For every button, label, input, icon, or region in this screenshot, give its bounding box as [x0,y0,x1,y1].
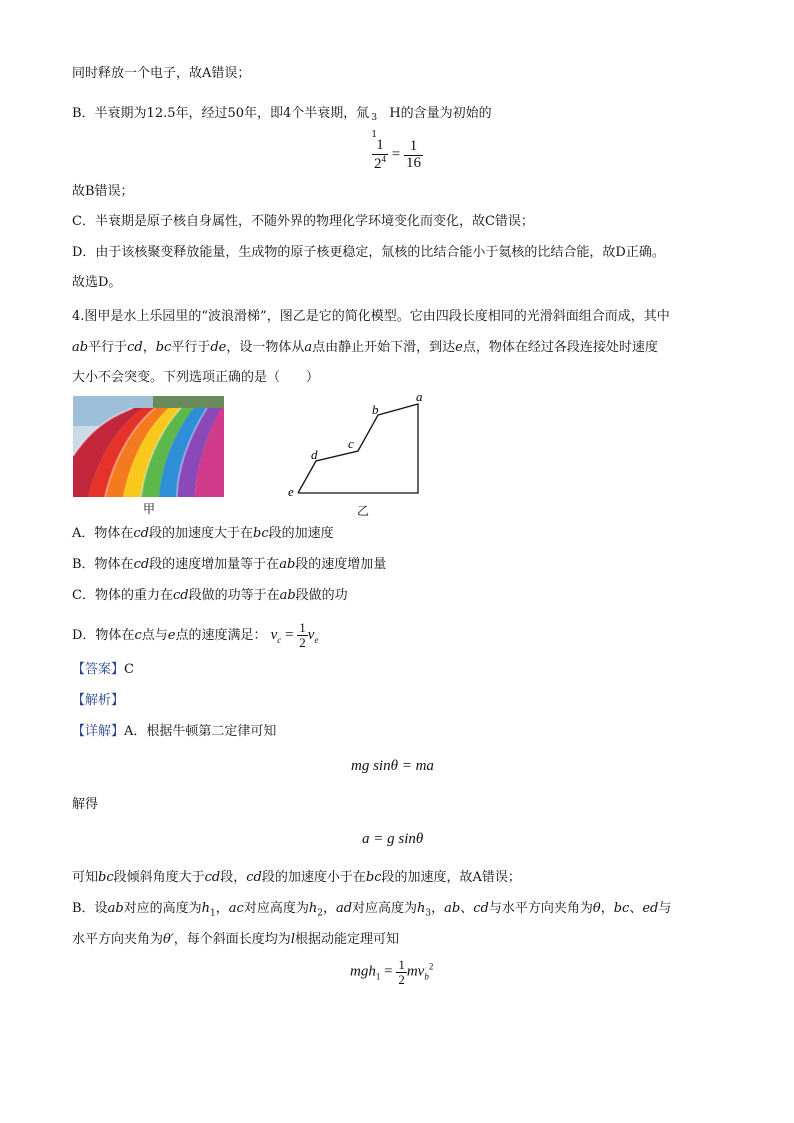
text-line-3: 故B错误； [72,184,134,199]
text-line-1: 同时释放一个电子，故A错误； [72,66,251,81]
equation-decay-fraction: $\frac{1}{2^4}$ = $\frac{1}{16}$ [374,137,421,172]
equation-acceleration: a = g sinθ [362,831,424,847]
detail-line: 【详解】A．根据牛顿第二定律可知 [72,724,277,739]
water-slide-photo [73,396,224,497]
equation-kinetic-energy: mgh$_1$ = $\frac{1}{2}$ $mv_b^2$ [350,957,434,987]
option-d: D．物体在c点与e点的速度满足： $v_c$ = $\frac{1}{2}$ $v_e$ [72,620,319,651]
caption-jia: 甲 [143,502,156,516]
text-jiede: 解得 [72,797,99,812]
question-4-line-3: 大小不会突变。下列选项正确的是（ ） [72,370,320,385]
text-line-5: D．由于该核聚变释放能量，生成物的原子核更稳定，氚核的比结合能小于氦核的比结合能，故D正确。 [72,245,665,260]
point-label-c: c [348,436,354,451]
analysis-label: 【解析】 [72,693,125,708]
slide-model-diagram [280,386,440,501]
answer-line: 【答案】C [72,662,134,677]
caption-yi: 乙 [357,504,370,518]
option-c: C．物体的重力在cd段做的功等于在ab段做的功 [72,588,348,603]
option-a: A．物体在cd段的加速度大于在bc段的加速度 [72,526,334,541]
point-label-a: a [416,389,423,404]
point-label-b: b [372,402,379,417]
text-line-2: B．半衰期为12.5年，经过50年，即4个半衰期，氚 3 1 H的含量为初始的 [72,106,492,140]
text-part-b-line-1: B．设ab对应的高度为$h_1$，ac对应高度为$h_2$，ad对应高度为$h_3$，ab、cd与水平方向夹角为θ，bc、ed与 [72,901,672,919]
question-4-line-1: 4.图甲是水上乐园里的“波浪滑梯”，图乙是它的简化模型。它由四段长度相同的光滑斜面组合而成，其中 [72,309,670,324]
text-line-4: C．半衰期是原子核自身属性，不随外界的物理化学环境变化而变化，故C错误； [72,214,534,229]
point-label-e: e [288,484,294,499]
question-4-line-2: ab平行于cd，bc平行于de，设一物体从a点由静止开始下滑，到达e点，物体在经过各段连接处时速度 [72,340,658,355]
text-line-6: 故选D。 [72,275,122,290]
text-part-b-line-2: 水平方向夹角为θ′，每个斜面长度均为l根据动能定理可知 [72,932,399,947]
point-label-d: d [311,447,318,462]
text-kezhi: 可知bc段倾斜角度大于cd段，cd段的加速度小于在bc段的加速度，故A错误； [72,870,521,885]
option-b: B．物体在cd段的速度增加量等于在ab段的速度增加量 [72,557,387,572]
equation-newton: mg sinθ = ma [351,758,434,774]
